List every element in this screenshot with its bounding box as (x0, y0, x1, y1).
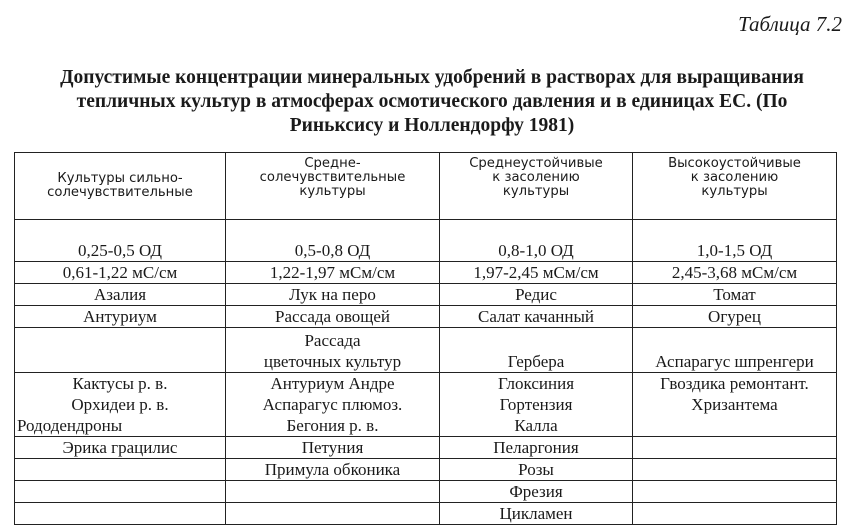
od-value: 0,5-0,8 ОД (226, 240, 440, 262)
spacer-row (15, 220, 837, 241)
crop-cell (226, 481, 440, 503)
crop-cell (15, 503, 226, 525)
ec-row (15, 262, 837, 284)
crop-cell (633, 503, 837, 525)
crop-row (15, 306, 837, 328)
crop-cell: Салат качанный (440, 306, 633, 328)
table-number: Таблица 7.2 (738, 12, 842, 36)
crop-cell: Глоксиния (440, 373, 633, 395)
crop-cell: Аспарагус плюмоз. (226, 394, 440, 415)
od-value: 1,0-1,5 ОД (633, 240, 837, 262)
crop-row (15, 328, 837, 373)
fertilizer-concentration-table (14, 152, 837, 525)
od-value: 0,8-1,0 ОД (440, 240, 633, 262)
ec-value: 0,61-1,22 мС/см (15, 262, 226, 284)
crop-cell (633, 415, 837, 437)
crop-cell: Бегония р. в. (226, 415, 440, 437)
crop-cell: Аспарагус шпренгери (633, 328, 837, 373)
crop-cell (226, 503, 440, 525)
crop-cell: Цикламен (440, 503, 633, 525)
crop-row (15, 415, 837, 437)
crop-cell: Калла (440, 415, 633, 437)
crop-cell: Лук на перо (226, 284, 440, 306)
crop-cell: Антуриум Андре (226, 373, 440, 395)
crop-cell: Азалия (15, 284, 226, 306)
crop-row (15, 373, 837, 395)
crop-cell: Рододендроны (15, 415, 226, 437)
header-cell: Средне- солечувствительные культуры (226, 153, 440, 220)
crop-cell (633, 481, 837, 503)
crop-cell (15, 481, 226, 503)
crop-cell: Томат (633, 284, 837, 306)
crop-cell: Рассада овощей (226, 306, 440, 328)
crop-cell: Примула обконика (226, 459, 440, 481)
header-cell: Высокоустойчивые к засолению культуры (633, 153, 837, 220)
crop-cell: Кактусы р. в. (15, 373, 226, 395)
crop-cell: Рассада цветочных культур (226, 328, 440, 373)
od-row (15, 240, 837, 262)
crop-row (15, 459, 837, 481)
crop-cell: Гвоздика ремонтант. (633, 373, 837, 395)
header-cell: Культуры сильно- солечувствительные (15, 153, 226, 220)
crop-cell: Пеларгония (440, 437, 633, 459)
ec-value: 1,22-1,97 мСм/см (226, 262, 440, 284)
ec-value: 2,45-3,68 мСм/см (633, 262, 837, 284)
crop-cell: Редис (440, 284, 633, 306)
crop-row (15, 481, 837, 503)
crop-cell: Эрика грацилис (15, 437, 226, 459)
crop-cell: Хризантема (633, 394, 837, 415)
crop-cell (633, 437, 837, 459)
crop-cell (15, 328, 226, 373)
crop-cell: Антуриум (15, 306, 226, 328)
header-cell: Среднеустойчивые к засолению культуры (440, 153, 633, 220)
crop-row (15, 284, 837, 306)
crop-cell: Фрезия (440, 481, 633, 503)
crop-cell (633, 459, 837, 481)
crop-cell: Гортензия (440, 394, 633, 415)
crop-row (15, 503, 837, 525)
table-title: Допустимые концентрации минеральных удобрений в растворах для выращивания тепличных культур в атмосферах осмотического давления и в единицах ЕС. (По Риньксису и Ноллендорфу 1981) (60, 67, 804, 136)
crop-cell: Петуния (226, 437, 440, 459)
crop-cell: Гербера (440, 328, 633, 373)
crop-cell: Розы (440, 459, 633, 481)
crop-cell (15, 459, 226, 481)
ec-value: 1,97-2,45 мСм/см (440, 262, 633, 284)
od-value: 0,25-0,5 ОД (15, 240, 226, 262)
crop-row (15, 394, 837, 415)
crop-cell: Орхидеи р. в. (15, 394, 226, 415)
header-row (15, 153, 837, 220)
crop-row (15, 437, 837, 459)
crop-cell: Огурец (633, 306, 837, 328)
